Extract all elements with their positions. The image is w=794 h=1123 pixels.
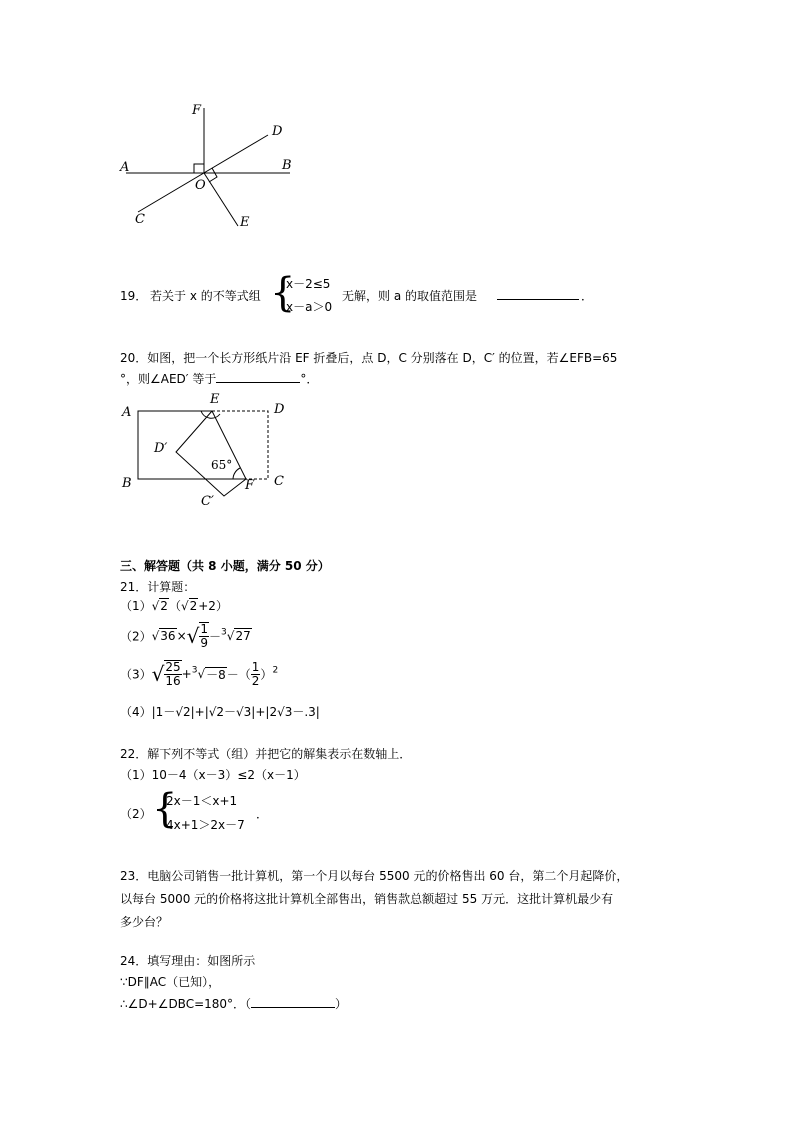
q21-p2-radicand: 36 xyxy=(160,629,176,643)
q24-line-2-text: ∴∠D+∠DBC=180°．（ xyxy=(120,997,252,1011)
q21-title: 21．计算题： xyxy=(120,580,196,594)
angle-arc-F xyxy=(233,468,240,479)
q19-end: ． xyxy=(581,289,594,303)
label-Cprime: C′ xyxy=(201,494,214,509)
q21-p2-index: 3 xyxy=(221,627,227,638)
q21-p2-label: （2） xyxy=(120,629,152,644)
q24-title: 24．填写理由：如图所示 xyxy=(120,954,256,968)
q23-line-1: 23．电脑公司销售一批计算机，第一个月以每台 5500 元的价格售出 60 台，第二个月起降价， xyxy=(120,869,629,883)
label-D2: D xyxy=(274,402,285,417)
q21-p3-exponent: 2 xyxy=(272,665,279,676)
q21-p1-paren: （ xyxy=(168,599,181,613)
q21-p3-half xyxy=(251,661,261,688)
q20-line-1: 20．如图，把一个长方形纸片沿 EF 折叠后，点 D，C 分别落在 D，C′ 的位置，若∠EFB=65 xyxy=(120,351,618,365)
label-O: O xyxy=(195,178,206,193)
q21-p3-fraction xyxy=(164,660,181,688)
q21-part-3: （3）√ $\frac{25}{16}$ +$^3$√－8－（ $\frac{1}{2}$ ）$^2$ xyxy=(120,659,279,688)
q21-p3-minus: －（ xyxy=(226,667,251,682)
q21-p2-numerator: 1 xyxy=(200,622,209,636)
q23-line-3: 多少台？ xyxy=(120,915,169,929)
q21-p1-radicand-2: 2 xyxy=(189,599,198,613)
q21-p3-half-denominator: 2 xyxy=(251,673,260,688)
q21-p2-denominator: 9 xyxy=(200,636,209,650)
q20-line-2b: °． xyxy=(300,372,319,386)
label-E: E xyxy=(240,215,250,230)
q21-p2-times: × xyxy=(176,629,187,643)
q22-brace: { xyxy=(152,786,178,832)
label-C2: C xyxy=(274,474,284,489)
q23-line-2: 以每台 5000 元的价格将这批计算机全部售出，销售款总额超过 55 万元．这批计算机最少有 xyxy=(120,892,614,906)
q21-part-2: （2）√36×√ $\frac{1}{9}$ －$^3$√27 xyxy=(120,622,251,650)
angle-65-label: 65° xyxy=(211,458,233,472)
q20-line-2a: °，则∠AED′ 等于 xyxy=(120,372,217,386)
q21-p3-plus: + xyxy=(181,667,192,681)
q24-line-1: ∵DF∥AC（已知）， xyxy=(120,975,221,989)
label-Dprime: D′ xyxy=(154,441,168,456)
q19-text-after: 无解，则 a 的取值范围是 xyxy=(342,289,477,303)
q21-p1-radicand: 2 xyxy=(160,599,168,613)
q21-p2-radicand-3: 27 xyxy=(235,629,251,643)
q19-inequality-1: x－2≤5 xyxy=(286,277,331,291)
q21-p4-expression: |1－√2|+|√2－√3|+|2√3－.3| xyxy=(151,705,320,719)
label-C: C xyxy=(135,212,145,227)
q22-part-1: （1）10－4（x－3）≤2（x－1） xyxy=(120,768,306,782)
q21-p2-fraction xyxy=(199,622,209,650)
q21-p1-end: +2） xyxy=(198,599,228,613)
q21-part-4 xyxy=(120,703,320,720)
label-A: A xyxy=(120,160,130,175)
q22-p2-label: （2） xyxy=(120,807,152,821)
q21-p3-end: ） xyxy=(260,667,273,682)
q21-p3-half-numerator: 1 xyxy=(251,659,260,674)
q24-answer-blank[interactable] xyxy=(251,995,335,1008)
label-B: B xyxy=(282,158,292,173)
label-F: F xyxy=(192,103,202,118)
label-D: D xyxy=(272,124,283,139)
q21-p3-radicand: －8 xyxy=(206,667,226,682)
q21-p3-numerator: 25 xyxy=(165,660,181,674)
label-E2: E xyxy=(210,392,220,407)
q19-brace: { xyxy=(270,270,296,316)
q19-inequality-2: x－a＞0 xyxy=(286,300,333,314)
q21-p3-index: 3 xyxy=(191,665,198,676)
q19-number: 19． xyxy=(120,289,148,303)
q21-p3-label: （3） xyxy=(120,667,152,682)
q21-part-1: （1）√2（√2+2） xyxy=(120,599,228,613)
folded-part xyxy=(176,411,246,496)
q24-line-2 xyxy=(120,995,347,1012)
section-3-title: 三、解答题（共 8 小题，满分 50 分） xyxy=(120,559,330,573)
q21-p3-denominator: 16 xyxy=(165,674,181,688)
q19-text-before: 若关于 x 的不等式组 xyxy=(150,289,261,303)
q22-title: 22．解下列不等式（组）并把它的解集表示在数轴上． xyxy=(120,747,412,761)
label-A2: A xyxy=(122,405,132,420)
q22-p2-end: ． xyxy=(256,807,269,821)
figure-fold xyxy=(0,0,794,540)
q24-line-2-end: ） xyxy=(335,997,348,1011)
q21-p4-label: （4） xyxy=(120,705,152,719)
label-F2: F xyxy=(245,478,255,493)
q22-inequality-2: 4x+1＞2x－7 xyxy=(166,818,245,832)
label-B2: B xyxy=(122,476,132,491)
q22-inequality-1: 2x－1＜x+1 xyxy=(166,794,238,808)
q21-p1-label: （1） xyxy=(120,599,152,613)
q21-p2-minus: － xyxy=(209,629,222,644)
